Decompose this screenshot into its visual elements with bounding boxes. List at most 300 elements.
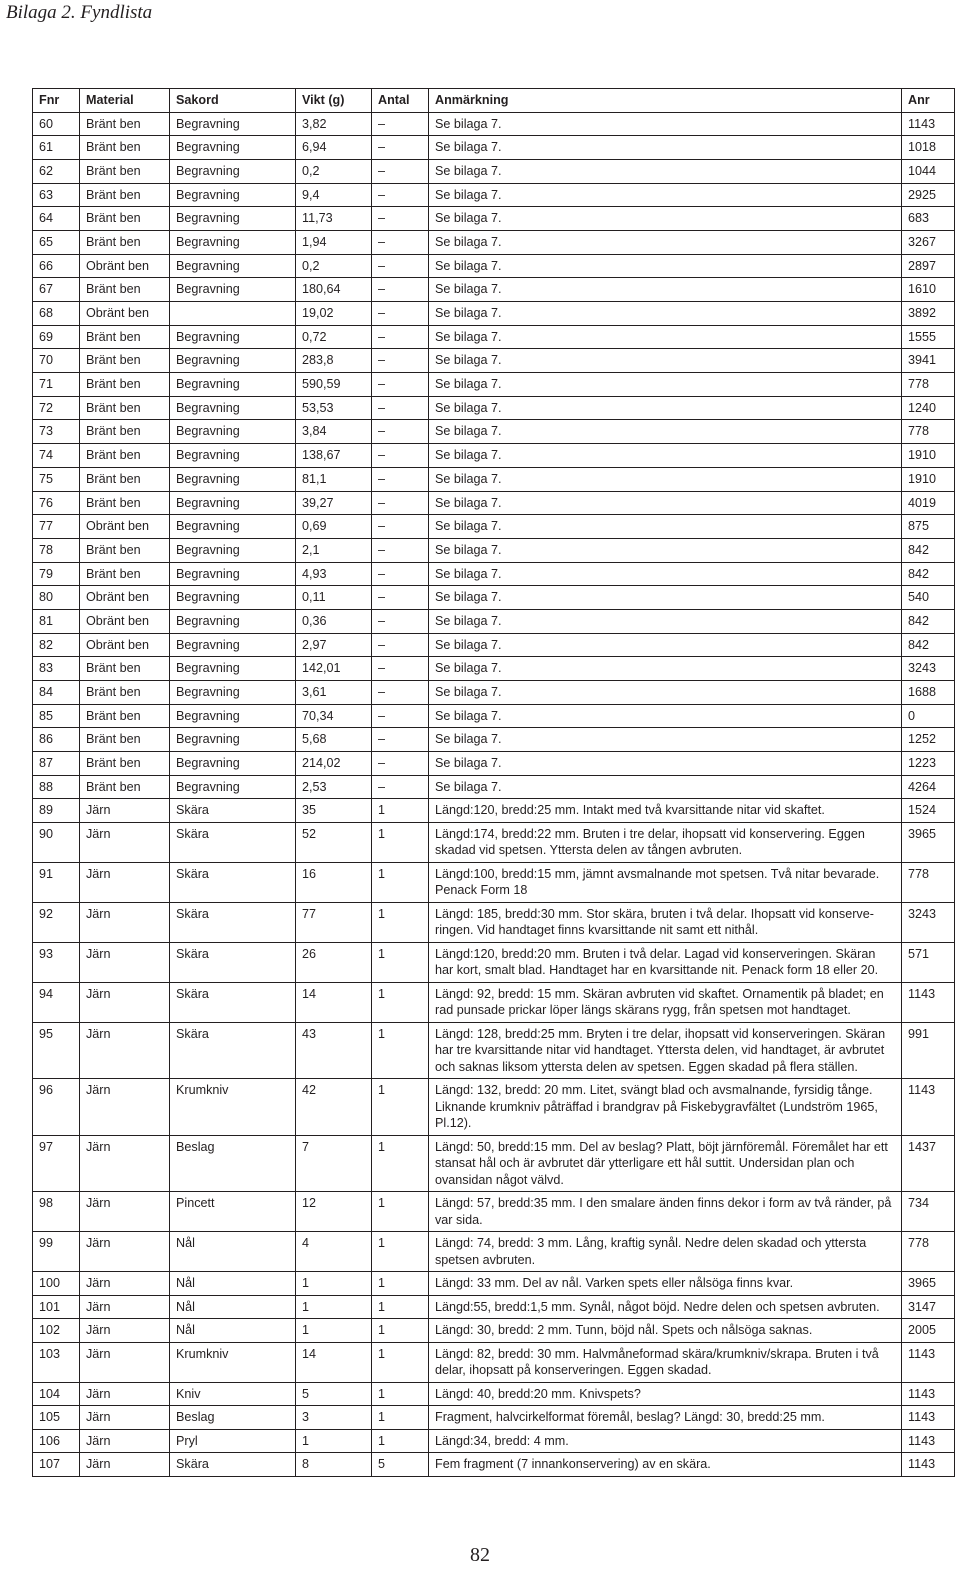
cell-sakord: Begravning [170,633,296,657]
cell-antal: 1 [372,1079,429,1136]
cell-fnr: 81 [33,609,80,633]
cell-anmarkning: Längd:34, bredd: 4 mm. [429,1429,902,1453]
cell-fnr: 80 [33,586,80,610]
cell-vikt: 81,1 [296,467,372,491]
cell-antal: – [372,704,429,728]
cell-material: Obränt ben [80,302,170,326]
cell-fnr: 84 [33,681,80,705]
cell-vikt: 7 [296,1135,372,1192]
cell-material: Järn [80,1079,170,1136]
page-number: 82 [470,1544,490,1566]
cell-fnr: 79 [33,562,80,586]
cell-anmarkning: Längd: 128, bredd:25 mm. Bryten i tre delar, ihopsatt vid konserveringen. Skäran har tre kvarsittande nitar vid handtaget. Yttersta delen, vid handtaget, är avbrutet och saknas liksom yttersta delen av spetsen. Eggen skadad på flera ställen. [429,1022,902,1079]
cell-anr: 3243 [902,902,955,942]
cell-fnr: 100 [33,1272,80,1296]
cell-vikt: 3 [296,1406,372,1430]
cell-sakord: Kniv [170,1382,296,1406]
header-anr: Anr [902,89,955,113]
cell-vikt: 0,2 [296,159,372,183]
cell-material: Bränt ben [80,136,170,160]
table-row [33,515,955,539]
cell-anr: 778 [902,420,955,444]
table-row [33,1406,955,1430]
cell-vikt: 11,73 [296,207,372,231]
cell-material: Bränt ben [80,325,170,349]
cell-anr: 3243 [902,657,955,681]
cell-antal: 1 [372,822,429,862]
table-row [33,467,955,491]
cell-antal: – [372,562,429,586]
table-row [33,609,955,633]
cell-antal: – [372,657,429,681]
cell-antal: – [372,325,429,349]
cell-sakord: Begravning [170,775,296,799]
cell-sakord: Nål [170,1232,296,1272]
cell-material: Bränt ben [80,657,170,681]
cell-antal: 1 [372,1192,429,1232]
cell-vikt: 0,69 [296,515,372,539]
cell-material: Järn [80,1429,170,1453]
table-row [33,1319,955,1343]
cell-fnr: 72 [33,396,80,420]
cell-anr: 3267 [902,230,955,254]
cell-fnr: 61 [33,136,80,160]
cell-vikt: 0,72 [296,325,372,349]
cell-anr: 571 [902,942,955,982]
cell-anmarkning: Se bilaga 7. [429,230,902,254]
cell-vikt: 590,59 [296,373,372,397]
cell-fnr: 104 [33,1382,80,1406]
cell-fnr: 102 [33,1319,80,1343]
cell-vikt: 2,53 [296,775,372,799]
table-row [33,159,955,183]
cell-sakord: Krumkniv [170,1079,296,1136]
cell-material: Bränt ben [80,681,170,705]
table-row [33,1342,955,1382]
cell-antal: – [372,396,429,420]
cell-vikt: 14 [296,982,372,1022]
table-row [33,1192,955,1232]
cell-material: Obränt ben [80,609,170,633]
cell-anmarkning: Längd: 82, bredd: 30 mm. Halvmåneformad skära/krumkniv/skrapa. Bruten i två delar, ihopsatt på konserveringen. Eggen skadad. [429,1342,902,1382]
cell-anmarkning: Längd: 185, bredd:30 mm. Stor skära, bruten i två delar. Ihopsatt vid konserve-ringen. Vid handtaget finns kvarsittande nit samt ett nithål. [429,902,902,942]
cell-anr: 778 [902,373,955,397]
cell-fnr: 71 [33,373,80,397]
cell-material: Järn [80,1272,170,1296]
cell-anr: 1252 [902,728,955,752]
cell-antal: 1 [372,1406,429,1430]
cell-vikt: 43 [296,1022,372,1079]
table-row [33,942,955,982]
cell-fnr: 85 [33,704,80,728]
cell-vikt: 180,64 [296,278,372,302]
cell-antal: – [372,230,429,254]
cell-antal: 1 [372,902,429,942]
cell-sakord: Begravning [170,467,296,491]
table-row [33,1429,955,1453]
table-row [33,373,955,397]
cell-vikt: 3,84 [296,420,372,444]
cell-fnr: 78 [33,538,80,562]
cell-anr: 4264 [902,775,955,799]
cell-material: Järn [80,1382,170,1406]
cell-sakord: Skära [170,799,296,823]
cell-anr: 3941 [902,349,955,373]
cell-antal: – [372,420,429,444]
cell-anmarkning: Se bilaga 7. [429,396,902,420]
table-header [33,89,955,113]
cell-anr: 3965 [902,822,955,862]
cell-anmarkning: Se bilaga 7. [429,467,902,491]
cell-vikt: 1 [296,1319,372,1343]
cell-sakord: Begravning [170,704,296,728]
cell-fnr: 76 [33,491,80,515]
cell-fnr: 82 [33,633,80,657]
cell-anmarkning: Längd: 40, bredd:20 mm. Knivspets? [429,1382,902,1406]
table-row [33,1382,955,1406]
cell-material: Obränt ben [80,515,170,539]
cell-anr: 842 [902,538,955,562]
cell-fnr: 92 [33,902,80,942]
cell-anr: 2005 [902,1319,955,1343]
cell-anmarkning: Längd: 33 mm. Del av nål. Varken spets eller nålsöga finns kvar. [429,1272,902,1296]
cell-anr: 4019 [902,491,955,515]
cell-material: Järn [80,1135,170,1192]
cell-sakord: Begravning [170,538,296,562]
cell-vikt: 52 [296,822,372,862]
cell-material: Järn [80,1192,170,1232]
cell-anmarkning: Längd:55, bredd:1,5 mm. Synål, något böjd. Nedre delen och spetsen avbruten. [429,1295,902,1319]
cell-antal: – [372,633,429,657]
cell-material: Obränt ben [80,586,170,610]
cell-anr: 734 [902,1192,955,1232]
table-body [33,112,955,1476]
cell-anmarkning: Se bilaga 7. [429,444,902,468]
cell-antal: – [372,586,429,610]
cell-sakord: Beslag [170,1135,296,1192]
cell-anmarkning: Längd: 50, bredd:15 mm. Del av beslag? Platt, böjt järnföremål. Föremålet har ett stansat hål och är avbrutet där ytterligare ett hål suttit. Undersidan plan och ovansidan något välvd. [429,1135,902,1192]
cell-anmarkning: Längd:120, bredd:20 mm. Bruten i två delar. Lagad vid konserveringen. Skäran har kort, smalt blad. Handtaget har en kvarsittande nit. Penack form 18 eller 20. [429,942,902,982]
cell-fnr: 60 [33,112,80,136]
cell-anr: 875 [902,515,955,539]
cell-vikt: 42 [296,1079,372,1136]
cell-anmarkning: Se bilaga 7. [429,704,902,728]
cell-fnr: 62 [33,159,80,183]
cell-sakord: Begravning [170,491,296,515]
cell-sakord: Begravning [170,325,296,349]
cell-anmarkning: Se bilaga 7. [429,159,902,183]
cell-sakord: Nål [170,1319,296,1343]
cell-anr: 1143 [902,1382,955,1406]
cell-vikt: 4 [296,1232,372,1272]
cell-vikt: 9,4 [296,183,372,207]
cell-antal: – [372,609,429,633]
cell-antal: – [372,302,429,326]
cell-antal: 1 [372,982,429,1022]
cell-vikt: 1,94 [296,230,372,254]
cell-anr: 1143 [902,1342,955,1382]
table-row [33,491,955,515]
cell-sakord: Skära [170,1022,296,1079]
table-row [33,1135,955,1192]
cell-antal: 1 [372,1022,429,1079]
cell-anr: 1044 [902,159,955,183]
cell-anmarkning: Längd:174, bredd:22 mm. Bruten i tre delar, ihopsatt vid konservering. Eggen skadad vid spetsen. Yttersta delen av tången avbruten. [429,822,902,862]
cell-antal: – [372,136,429,160]
cell-anr: 1910 [902,467,955,491]
cell-material: Bränt ben [80,159,170,183]
cell-antal: – [372,467,429,491]
cell-antal: 1 [372,1382,429,1406]
cell-fnr: 70 [33,349,80,373]
cell-sakord: Nål [170,1272,296,1296]
cell-anmarkning: Se bilaga 7. [429,657,902,681]
cell-sakord: Begravning [170,657,296,681]
cell-anr: 1524 [902,799,955,823]
cell-antal: – [372,159,429,183]
cell-anmarkning: Se bilaga 7. [429,609,902,633]
cell-vikt: 14 [296,1342,372,1382]
cell-fnr: 73 [33,420,80,444]
cell-vikt: 2,1 [296,538,372,562]
cell-fnr: 69 [33,325,80,349]
cell-fnr: 87 [33,752,80,776]
cell-fnr: 91 [33,862,80,902]
cell-anmarkning: Längd: 57, bredd:35 mm. I den smalare änden finns dekor i form av två ränder, på var sida. [429,1192,902,1232]
cell-sakord: Skära [170,902,296,942]
table-row [33,538,955,562]
table-row [33,657,955,681]
table-row [33,902,955,942]
cell-anr: 3892 [902,302,955,326]
cell-material: Järn [80,1295,170,1319]
cell-anmarkning: Se bilaga 7. [429,633,902,657]
table-row [33,562,955,586]
cell-vikt: 39,27 [296,491,372,515]
cell-fnr: 105 [33,1406,80,1430]
cell-anmarkning: Se bilaga 7. [429,207,902,231]
cell-material: Järn [80,1319,170,1343]
cell-vikt: 70,34 [296,704,372,728]
cell-anmarkning: Se bilaga 7. [429,254,902,278]
cell-anmarkning: Se bilaga 7. [429,681,902,705]
cell-fnr: 75 [33,467,80,491]
cell-material: Bränt ben [80,752,170,776]
cell-sakord: Skära [170,942,296,982]
cell-sakord: Begravning [170,728,296,752]
cell-sakord: Pryl [170,1429,296,1453]
cell-anmarkning: Längd: 30, bredd: 2 mm. Tunn, böjd nål. Spets och nålsöga saknas. [429,1319,902,1343]
cell-material: Bränt ben [80,278,170,302]
cell-material: Bränt ben [80,112,170,136]
table-row [33,982,955,1022]
cell-anr: 1437 [902,1135,955,1192]
find-list-table [32,88,955,1477]
cell-sakord: Begravning [170,444,296,468]
cell-anmarkning: Se bilaga 7. [429,752,902,776]
cell-anr: 778 [902,862,955,902]
cell-anmarkning: Längd: 74, bredd: 3 mm. Lång, kraftig synål. Nedre delen skadad och yttersta spetsen avbruten. [429,1232,902,1272]
cell-fnr: 89 [33,799,80,823]
cell-antal: 1 [372,1429,429,1453]
cell-vikt: 1 [296,1272,372,1296]
cell-fnr: 68 [33,302,80,326]
table-row [33,633,955,657]
cell-anmarkning: Se bilaga 7. [429,515,902,539]
cell-sakord: Begravning [170,136,296,160]
cell-vikt: 53,53 [296,396,372,420]
cell-sakord: Begravning [170,420,296,444]
cell-antal: 1 [372,1135,429,1192]
table-row [33,1453,955,1477]
cell-antal: 1 [372,1319,429,1343]
cell-vikt: 77 [296,902,372,942]
cell-fnr: 83 [33,657,80,681]
cell-sakord: Pincett [170,1192,296,1232]
cell-antal: – [372,515,429,539]
cell-sakord: Begravning [170,230,296,254]
cell-fnr: 97 [33,1135,80,1192]
cell-vikt: 26 [296,942,372,982]
cell-material: Järn [80,1342,170,1382]
table-row [33,183,955,207]
cell-fnr: 64 [33,207,80,231]
cell-fnr: 95 [33,1022,80,1079]
cell-fnr: 65 [33,230,80,254]
cell-anr: 3965 [902,1272,955,1296]
cell-material: Obränt ben [80,254,170,278]
cell-anr: 1223 [902,752,955,776]
header-anmarkning: Anmärkning [429,89,902,113]
cell-sakord: Krumkniv [170,1342,296,1382]
table-row [33,822,955,862]
cell-material: Bränt ben [80,704,170,728]
cell-sakord: Begravning [170,609,296,633]
cell-material: Bränt ben [80,420,170,444]
cell-vikt: 35 [296,799,372,823]
cell-anr: 1688 [902,681,955,705]
table-row [33,136,955,160]
cell-anmarkning: Se bilaga 7. [429,112,902,136]
cell-sakord: Beslag [170,1406,296,1430]
cell-antal: – [372,373,429,397]
cell-fnr: 103 [33,1342,80,1382]
table-row [33,396,955,420]
cell-anmarkning: Fragment, halvcirkelformat föremål, beslag? Längd: 30, bredd:25 mm. [429,1406,902,1430]
cell-fnr: 90 [33,822,80,862]
cell-sakord: Begravning [170,681,296,705]
header-antal: Antal [372,89,429,113]
cell-anmarkning: Se bilaga 7. [429,728,902,752]
cell-anr: 1143 [902,982,955,1022]
cell-anmarkning: Se bilaga 7. [429,562,902,586]
cell-sakord: Begravning [170,349,296,373]
cell-anmarkning: Längd: 132, bredd: 20 mm. Litet, svängt blad och avsmalnande, fyrsidig tånge. Liknande krumkniv påträffad i brandgrav på Fiskebygravfältet (Lundström 1965, Pl.12). [429,1079,902,1136]
cell-antal: 1 [372,1295,429,1319]
cell-vikt: 8 [296,1453,372,1477]
table-row [33,207,955,231]
cell-anr: 1018 [902,136,955,160]
cell-anr: 1143 [902,1429,955,1453]
cell-material: Bränt ben [80,538,170,562]
cell-material: Bränt ben [80,183,170,207]
cell-antal: – [372,254,429,278]
cell-vikt: 5,68 [296,728,372,752]
cell-sakord [170,302,296,326]
cell-anr: 2925 [902,183,955,207]
cell-vikt: 3,82 [296,112,372,136]
cell-material: Järn [80,982,170,1022]
cell-anmarkning: Längd:120, bredd:25 mm. Intakt med två kvarsittande nitar vid skaftet. [429,799,902,823]
table-row [33,752,955,776]
table-row [33,230,955,254]
cell-fnr: 74 [33,444,80,468]
cell-anmarkning: Se bilaga 7. [429,183,902,207]
cell-fnr: 67 [33,278,80,302]
cell-antal: 1 [372,942,429,982]
cell-vikt: 19,02 [296,302,372,326]
table-row [33,1022,955,1079]
cell-vikt: 16 [296,862,372,902]
table-row [33,278,955,302]
cell-material: Järn [80,1453,170,1477]
table-row [33,862,955,902]
cell-anmarkning: Se bilaga 7. [429,538,902,562]
cell-material: Bränt ben [80,775,170,799]
table-row [33,112,955,136]
cell-sakord: Begravning [170,562,296,586]
table-row [33,1232,955,1272]
cell-vikt: 6,94 [296,136,372,160]
cell-material: Bränt ben [80,230,170,254]
cell-fnr: 99 [33,1232,80,1272]
cell-antal: – [372,491,429,515]
cell-fnr: 101 [33,1295,80,1319]
cell-material: Bränt ben [80,349,170,373]
cell-antal: 1 [372,1232,429,1272]
cell-anmarkning: Se bilaga 7. [429,325,902,349]
cell-antal: – [372,681,429,705]
cell-anr: 2897 [902,254,955,278]
table-row [33,704,955,728]
cell-anmarkning: Se bilaga 7. [429,420,902,444]
cell-sakord: Begravning [170,515,296,539]
cell-anr: 1240 [902,396,955,420]
cell-vikt: 142,01 [296,657,372,681]
cell-anmarkning: Se bilaga 7. [429,491,902,515]
cell-antal: – [372,278,429,302]
cell-antal: – [372,728,429,752]
cell-antal: 1 [372,1342,429,1382]
cell-anr: 1143 [902,112,955,136]
cell-anmarkning: Längd: 92, bredd: 15 mm. Skäran avbruten vid skaftet. Ornamentik på bladet; en rad punsade prickar löper längs skärans rygg, från spetsen mot handtaget. [429,982,902,1022]
cell-fnr: 93 [33,942,80,982]
cell-material: Obränt ben [80,633,170,657]
cell-material: Bränt ben [80,207,170,231]
header-fnr: Fnr [33,89,80,113]
cell-material: Järn [80,902,170,942]
cell-sakord: Begravning [170,373,296,397]
cell-sakord: Skära [170,862,296,902]
cell-sakord: Begravning [170,183,296,207]
cell-anmarkning: Se bilaga 7. [429,373,902,397]
cell-sakord: Begravning [170,112,296,136]
cell-material: Järn [80,942,170,982]
cell-anr: 842 [902,633,955,657]
cell-anr: 3147 [902,1295,955,1319]
cell-antal: – [372,538,429,562]
cell-antal: – [372,775,429,799]
